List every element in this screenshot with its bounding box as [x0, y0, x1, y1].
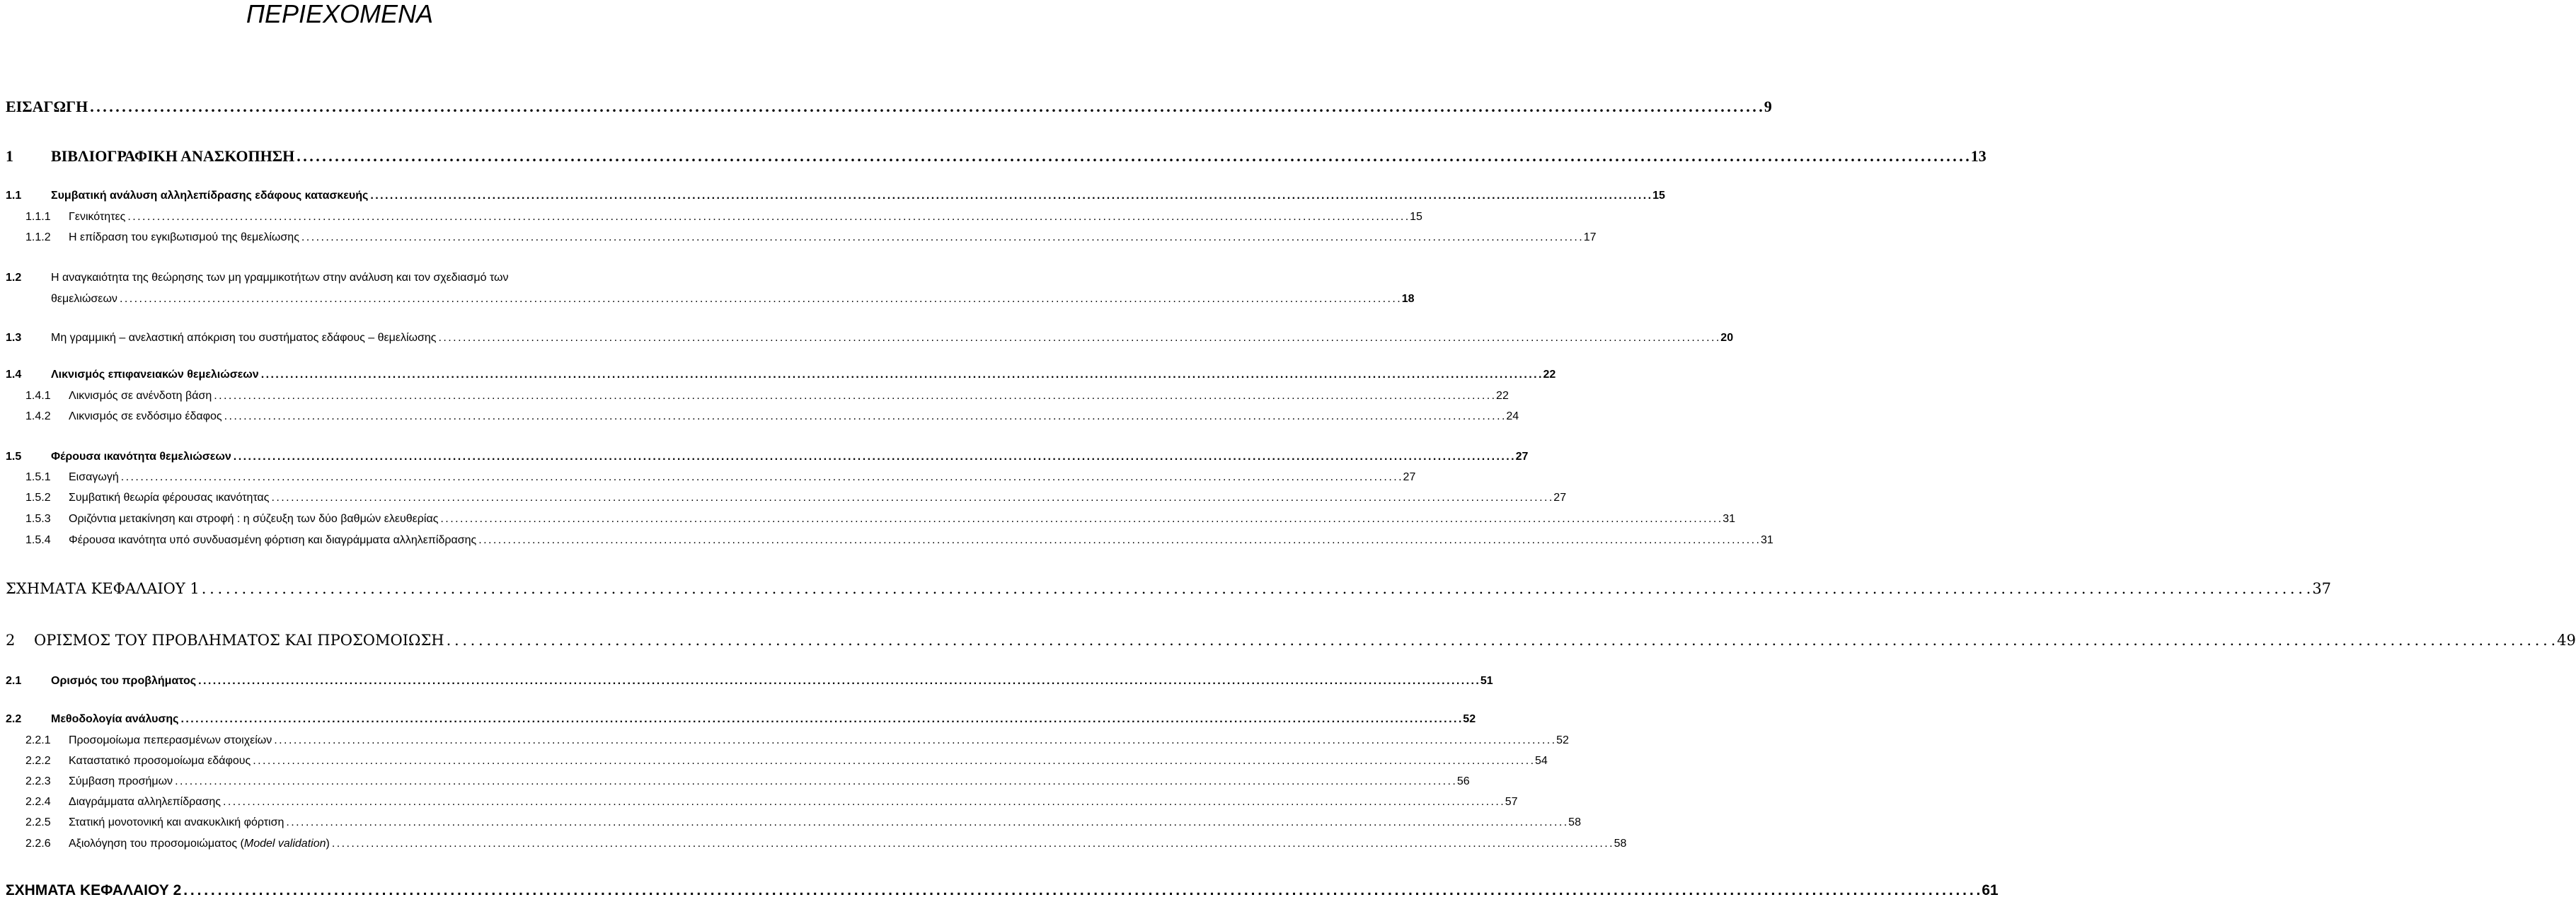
- toc-entry-text: Συμβατική θεωρία φέρουσας ικανότητας: [69, 492, 270, 504]
- toc-leader: [223, 796, 1503, 809]
- toc-entry-number: 2.2.3: [25, 775, 51, 787]
- toc-entry-number: 1.3: [6, 332, 22, 344]
- toc-entry-page: 54: [1535, 755, 1548, 767]
- toc-entry-number: 1.2: [6, 272, 22, 284]
- toc-entry-page: 9: [1764, 98, 1772, 115]
- toc-entry-text: Καταστατικό προσομοίωμα εδάφους: [69, 755, 251, 767]
- toc-leader: [272, 492, 1552, 504]
- toc-entry-number: 2.2.5: [25, 816, 51, 828]
- toc-leader: [90, 98, 1762, 116]
- toc-entry-page: 27: [1515, 451, 1529, 463]
- toc-entry-number: 1.4.1: [25, 390, 51, 402]
- toc-entry-page: 49: [2557, 632, 2576, 649]
- toc-entry[interactable]: [25, 410, 1519, 423]
- toc-entry-number: 2.1: [6, 675, 22, 687]
- toc-entry-text: Φέρουσα ικανότητα θεμελιώσεων: [51, 451, 231, 463]
- toc-leader: [175, 775, 1455, 788]
- toc-entry-text: [69, 838, 330, 850]
- toc-entry-page: 20: [1720, 332, 1734, 344]
- toc-entry[interactable]: [25, 390, 1509, 403]
- toc-entry[interactable]: [6, 147, 1986, 166]
- toc-entry[interactable]: [6, 98, 1772, 116]
- toc-leader: [286, 816, 1566, 829]
- toc-entry-number: 2.2.6: [25, 838, 51, 850]
- toc-entry-page: 58: [1614, 838, 1627, 850]
- toc-leader: [478, 534, 1759, 547]
- toc-entry[interactable]: [25, 775, 1470, 788]
- toc-entry-number: 1.5.2: [25, 492, 51, 504]
- toc-entry[interactable]: [25, 816, 1581, 829]
- toc-entry-number: 1.4.2: [25, 410, 51, 422]
- toc-entry-page: 27: [1553, 492, 1567, 504]
- toc-entry-text: ΣΧΗΜΑΤΑ ΚΕΦΑΛΑΙΟΥ 1: [6, 580, 200, 597]
- toc-entry[interactable]: [25, 796, 1518, 809]
- toc-entry-number: 2.2.1: [25, 734, 51, 746]
- toc-entry[interactable]: [25, 231, 1597, 244]
- toc-entry-page: 61: [1982, 882, 1999, 898]
- toc-leader: [253, 755, 1533, 768]
- toc-entry-number: 1.5.3: [25, 513, 51, 525]
- toc-entry-text-pre: Αξιολόγηση του προσομοιώματος (: [69, 838, 244, 850]
- toc-entry-text: Σύμβαση προσήμων: [69, 775, 173, 787]
- toc-entry[interactable]: [6, 882, 1999, 899]
- toc-entry-text: Διαγράμματα αλληλεπίδρασης: [69, 796, 221, 808]
- toc-entry-page: 13: [1970, 147, 1986, 165]
- toc-entry[interactable]: [25, 755, 1548, 768]
- toc-leader: [301, 231, 1582, 244]
- toc-entry[interactable]: [25, 513, 1735, 526]
- toc-leader: [370, 190, 1650, 202]
- toc-entry-text: Συμβατική ανάλυση αλληλεπίδρασης εδάφους κατασκευής: [51, 190, 369, 202]
- toc-entry-text: Λικνισμός σε ενδόσιμο έδαφος: [69, 410, 222, 422]
- toc-leader: [121, 471, 1401, 484]
- toc-entry[interactable]: [25, 534, 1773, 547]
- toc-entry[interactable]: [6, 369, 1556, 381]
- toc-entry-number: 2: [6, 632, 16, 649]
- toc-entry-text: Λικνισμός επιφανειακών θεμελιώσεων: [51, 369, 259, 381]
- toc-entry-number: 1.1.2: [25, 231, 51, 243]
- toc-entry[interactable]: [6, 632, 2576, 649]
- toc-leader: [202, 580, 2311, 597]
- toc-entry-page: 15: [1652, 190, 1665, 202]
- toc-entry-text: Στατική μονοτονική και ανακυκλική φόρτιση: [69, 816, 284, 828]
- toc-entry-page: 22: [1496, 390, 1509, 402]
- toc-leader: [214, 390, 1494, 403]
- toc-entry[interactable]: [25, 471, 1416, 484]
- toc-entry-text: Η αναγκαιότητα της θεώρησης των μη γραμμικοτήτων στην ανάλυση και τον σχεδιασμό των: [51, 272, 509, 284]
- toc-entry-text: ΟΡΙΣΜΟΣ ΤΟΥ ΠΡΟΒΛΗΜΑΤΟΣ ΚΑΙ ΠΡΟΣΟΜΟΙΩΣΗ: [34, 632, 444, 649]
- toc-entry-text: Μεθοδολογία ανάλυσης: [51, 713, 179, 725]
- toc-entry[interactable]: [25, 734, 1569, 747]
- toc-entry-number: 1.4: [6, 369, 22, 381]
- toc-entry-page: 22: [1543, 369, 1556, 381]
- toc-entry-page: 17: [1583, 231, 1597, 243]
- toc-entry-number: 2.2.4: [25, 796, 51, 808]
- toc-entry[interactable]: [6, 675, 1493, 688]
- toc-leader: [440, 513, 1720, 526]
- toc-entry-text: ΕΙΣΑΓΩΓΗ: [6, 98, 88, 115]
- toc-entry-text: Γενικότητες: [69, 211, 126, 223]
- toc-entry-text: ΣΧΗΜΑΤΑ ΚΕΦΑΛΑΙΟΥ 2: [6, 882, 182, 898]
- page-title: ΠΕΡΙΕΧΟΜΕΝΑ: [246, 0, 434, 28]
- toc-leader: [297, 147, 1969, 166]
- toc-entry-text-post: ): [326, 838, 330, 850]
- toc-entry[interactable]: [6, 580, 2332, 597]
- toc-entry[interactable]: [6, 713, 1476, 726]
- toc-entry[interactable]: [6, 272, 674, 284]
- toc-entry-text: Λικνισμός σε ανένδοτη βάση: [69, 390, 212, 402]
- toc-entry-number: 1.1: [6, 190, 22, 202]
- toc-leader: [447, 632, 2555, 649]
- toc-entry-text: Η επίδραση του εγκιβωτισμού της θεμελίωσης: [69, 231, 299, 243]
- toc-entry-number: 1.5.4: [25, 534, 51, 546]
- toc-entry-page: 15: [1410, 211, 1422, 223]
- toc-entry-page: 31: [1723, 513, 1735, 525]
- toc-entry-text: Οριζόντια μετακίνηση και στροφή : η σύζευξη των δύο βαθμών ελευθερίας: [69, 513, 439, 525]
- toc-leader: [261, 369, 1541, 381]
- toc-entry-text: Μη γραμμική – ανελαστική απόκριση του συστήματος εδάφους – θεμελίωσης: [51, 332, 437, 344]
- toc-entry-page: 52: [1556, 734, 1569, 746]
- toc-entry-number: 1.5: [6, 451, 22, 463]
- toc-entry-number: 1: [6, 147, 13, 165]
- toc-leader: [120, 293, 1400, 306]
- toc-leader: [198, 675, 1478, 688]
- toc-entry[interactable]: [25, 492, 1567, 504]
- toc-leader: [224, 410, 1505, 423]
- toc-entry-page: 18: [1401, 293, 1415, 305]
- toc-entry[interactable]: [25, 211, 1422, 224]
- toc-entry-text: θεμελιώσεων: [51, 293, 117, 305]
- toc-entry-text: Προσομοίωμα πεπερασμένων στοιχείων: [69, 734, 272, 746]
- toc-entry[interactable]: [6, 332, 1734, 345]
- toc-entry-page: 51: [1480, 675, 1493, 687]
- toc-leader: [183, 882, 1979, 899]
- toc-entry-continuation[interactable]: [51, 293, 1415, 306]
- toc-leader: [332, 838, 1612, 850]
- toc-entry-text-italic: Model validation: [243, 838, 326, 850]
- toc-entry[interactable]: [6, 190, 1665, 202]
- toc-leader: [439, 332, 1719, 345]
- toc-entry[interactable]: [6, 451, 1529, 463]
- toc-entry-number: 1.1.1: [25, 211, 51, 223]
- toc-entry-page: 58: [1568, 816, 1581, 828]
- toc-entry-text: Εισαγωγή: [69, 471, 119, 483]
- toc-leader: [234, 451, 1514, 463]
- toc-leader: [274, 734, 1554, 747]
- toc-leader: [181, 713, 1461, 726]
- toc-entry-text: Ορισμός του προβλήματος: [51, 675, 197, 687]
- toc-entry-number: 2.2.2: [25, 755, 51, 767]
- toc-entry-number: 1.5.1: [25, 471, 51, 483]
- toc-entry-page: 31: [1761, 534, 1773, 546]
- toc-entry-page: 57: [1505, 796, 1518, 808]
- toc-entry-text: Φέρουσα ικανότητα υπό συνδυασμένη φόρτιση και διαγράμματα αλληλεπίδρασης: [69, 534, 477, 546]
- toc-entry-page: 24: [1506, 410, 1519, 422]
- toc-entry-page: 37: [2312, 580, 2332, 597]
- toc-entry-number: 2.2: [6, 713, 22, 725]
- toc-entry-page: 52: [1463, 713, 1476, 725]
- toc-entry-page: 27: [1403, 471, 1416, 483]
- toc-entry-text: ΒΙΒΛΙΟΓΡΑΦΙΚΗ ΑΝΑΣΚΟΠΗΣΗ: [51, 147, 295, 165]
- toc-leader: [127, 211, 1408, 224]
- toc-entry[interactable]: [25, 838, 1627, 850]
- toc-entry-page: 56: [1456, 775, 1470, 787]
